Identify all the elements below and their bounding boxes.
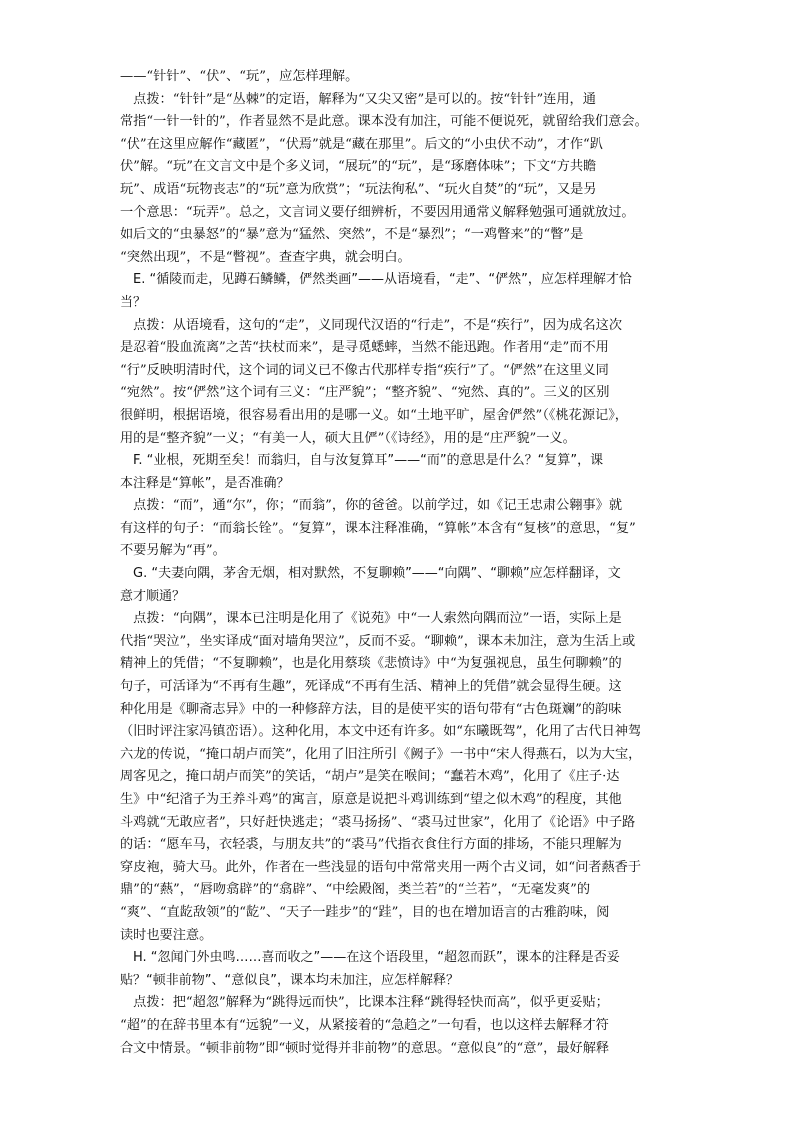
document-page (120, 66, 680, 1060)
text-line: 生》中“纪渻子为王养斗鸡”的寓言，原意是说把斗鸡训练到“望之似木鸡”的程度，其他 (120, 792, 622, 807)
text-line: 玩”、成语“玩物丧志”的“玩”意为欣赏”；“玩法徇私”、“玩火自焚”的“玩”，又是另 (120, 181, 597, 197)
text-line: 很鲜明，根据语境，很容易看出用的是哪一义。如“土地平旷，屋舍俨然”（《桃花源记》， (120, 407, 628, 423)
question-line: 当？ (120, 294, 147, 310)
text-line: 如后文的“虫暴怒”的“暴”意为“猛然、突然”，不是“暴烈”；“一鸡瞥来”的“瞥”是 (120, 227, 584, 243)
question-line: 意才顺通？ (120, 588, 186, 604)
text-line: 一个意思：“玩弄”。总之，文言词义要仔细辨析，不要因用通常义解释勉强可通就放过。 (120, 204, 635, 220)
text-line: “超”的在辞书里本有“远貌”一义，从紧接着的“急趋之”一句看，也以这样去解释才符 (120, 1017, 609, 1033)
text-line: 精神上的凭借；“不复聊赖”，也是化用蔡琰《悲愤诗》中“为复强视息，虽生何聊赖”的 (120, 656, 622, 672)
text-line: 点拨：从语境看，这句的“走”，义同现代汉语的“行走”，不是“疾行”，因为成名这次 (120, 317, 623, 333)
text-line: “伏”在这里应解作“藏匿”，“伏焉”就是“藏在那里”。后文的“小虫伏不动”，才作“趴 (120, 136, 603, 152)
question-line: 本注释是“算帐”，是否准确？ (120, 475, 290, 491)
text-line: （旧时评注家冯镇峦语）。这种化用，本文中还有许多。如“东曦既驾”，化用了古代日神驾 (120, 724, 642, 740)
text-line: 伏”解。“玩”在文言文中是个多义词，“展玩”的“玩”，是“琢磨体味”；下文“方共瞻 (120, 159, 597, 175)
text-line: 不要另解为“再”。 (120, 543, 226, 559)
text-line: 有这样的句子：“而翁长铨”。“复算”，课本注释准确，“算帐”本含有“复核”的意思，“复” (120, 520, 636, 536)
text-line: 常指“一针一针的”，作者显然不是此意。课本没有加注，可能不便说死，就留给我们意会。 (120, 114, 648, 130)
text-line: “突然出现”，不是“瞥视”。查查字典，就会明白。 (120, 249, 411, 265)
question-line: E. “循陵而走，见蹲石鳞鳞，俨然类画”——从语境看，“走”、“俨然”，应怎样理解才恰 (120, 272, 632, 288)
text-line: “爽”、“直龁敌领”的“龁”、“天子一跬步”的“跬”，目的也在增加语言的古雅韵味，阅 (120, 904, 610, 920)
question-line: 贴？“顿非前物”、“意似良”，课本均未加注，应怎样解释？ (120, 972, 459, 988)
text-line: 的话：“愿车马，衣轻裘，与朋友共”的“裘马”代指衣食住行方面的排场，不能只理解为 (120, 837, 622, 853)
text-line: 用的是“整齐貌”一义；“有美一人，硕大且俨”（《诗经》，用的是“庄严貌”一义。 (120, 430, 576, 446)
text-line: 是忍着“股血流离”之苦“扶杖而来”，是寻觅蟋蟀，当然不能迅跑。作者用“走”而不用 (120, 340, 609, 356)
text-line: 点拨：“向隅”，课本已注明是化用了《说苑》中“一人索然向隅而泣”一语，实际上是 (120, 611, 622, 627)
text-line: 种化用是《聊斋志异》中的一种修辞方法，目的是使平实的语句带有“古色斑斓”的韵味 (120, 701, 622, 717)
text-line: 鼎”的“爇”，“唇吻翕辟”的“翕辟”、“中绘殿阁，类兰若”的“兰若”，“无毫发爽”的 (120, 882, 591, 898)
text-line: 斗鸡就“无敢应者”，只好赶快逃走；“裘马扬扬”、“裘马过世家”，化用了《论语》中子路 (120, 814, 636, 830)
question-line: F. “业根，死期至矣！而翁归，自与汝复算耳”——“而”的意思是什么？“复算”，课 (120, 453, 604, 469)
text-line: “行”反映明清时代，这个词的词义已不像古代那样专指“疾行”了。“俨然”在这里义同 (120, 362, 609, 378)
question-line: G. “夫妻向隅，茅舍无烟，相对默然，不复聊赖”——“向隅”、“聊赖”应怎样翻译，文 (120, 566, 621, 582)
text-line: 代指“哭泣”，坐实译成“面对墙角哭泣”，反而不妥。“聊赖”，课本未加注，意为生活上或 (120, 633, 636, 649)
text-line: 读时也要注意。 (120, 927, 213, 943)
text-line: “宛然”。按“俨然”这个词有三义：“庄严貌”；“整齐貌”、“宛然、真的”。三义的区别 (120, 385, 610, 401)
text-line: 点拨：“而”，通“尔”，你；“而翁”，你的爸爸。以前学过，如《记王忠肃公翱事》就 (120, 498, 623, 514)
text-line: 点拨：“针针”是“丛棘”的定语，解释为“又尖又密”是可以的。按“针针”连用，通 (120, 91, 596, 107)
text-line: 穿皮袍，骑大马。此外，作者在一些浅显的语句中常常夹用一两个古义词，如“问者爇香于 (120, 859, 642, 875)
text-line: ——“针针”、“伏”、“玩”，应怎样理解。 (120, 69, 359, 84)
question-line: H. “忽闻门外虫鸣……喜而收之”——在这个语段里，“超忽而跃”，课本的注释是否妥 (120, 950, 620, 966)
text-line: 合文中情景。“顿非前物”即“顿时觉得并非前物”的意思。“意似良”的“意”，最好解释 (120, 1040, 610, 1056)
text-line: 周客见之，掩口胡卢而笑”的笑话，“胡卢”是笑在喉间；“蠢若木鸡”，化用了《庄子·达 (120, 769, 620, 785)
text-line: 句子，可活译为“不再有生趣”，死译成“不再有生活、精神上的凭借”就会显得生硬。这 (120, 679, 622, 695)
text-line: 六龙的传说，“掩口胡卢而笑”，化用了旧注所引《阙子》一书中“宋人得燕石，以为大宝， (120, 746, 642, 762)
text-line: 点拨：把“超忽”解释为“跳得远而快”，比课本注释“跳得轻快而高”，似乎更妥贴； (120, 995, 609, 1011)
